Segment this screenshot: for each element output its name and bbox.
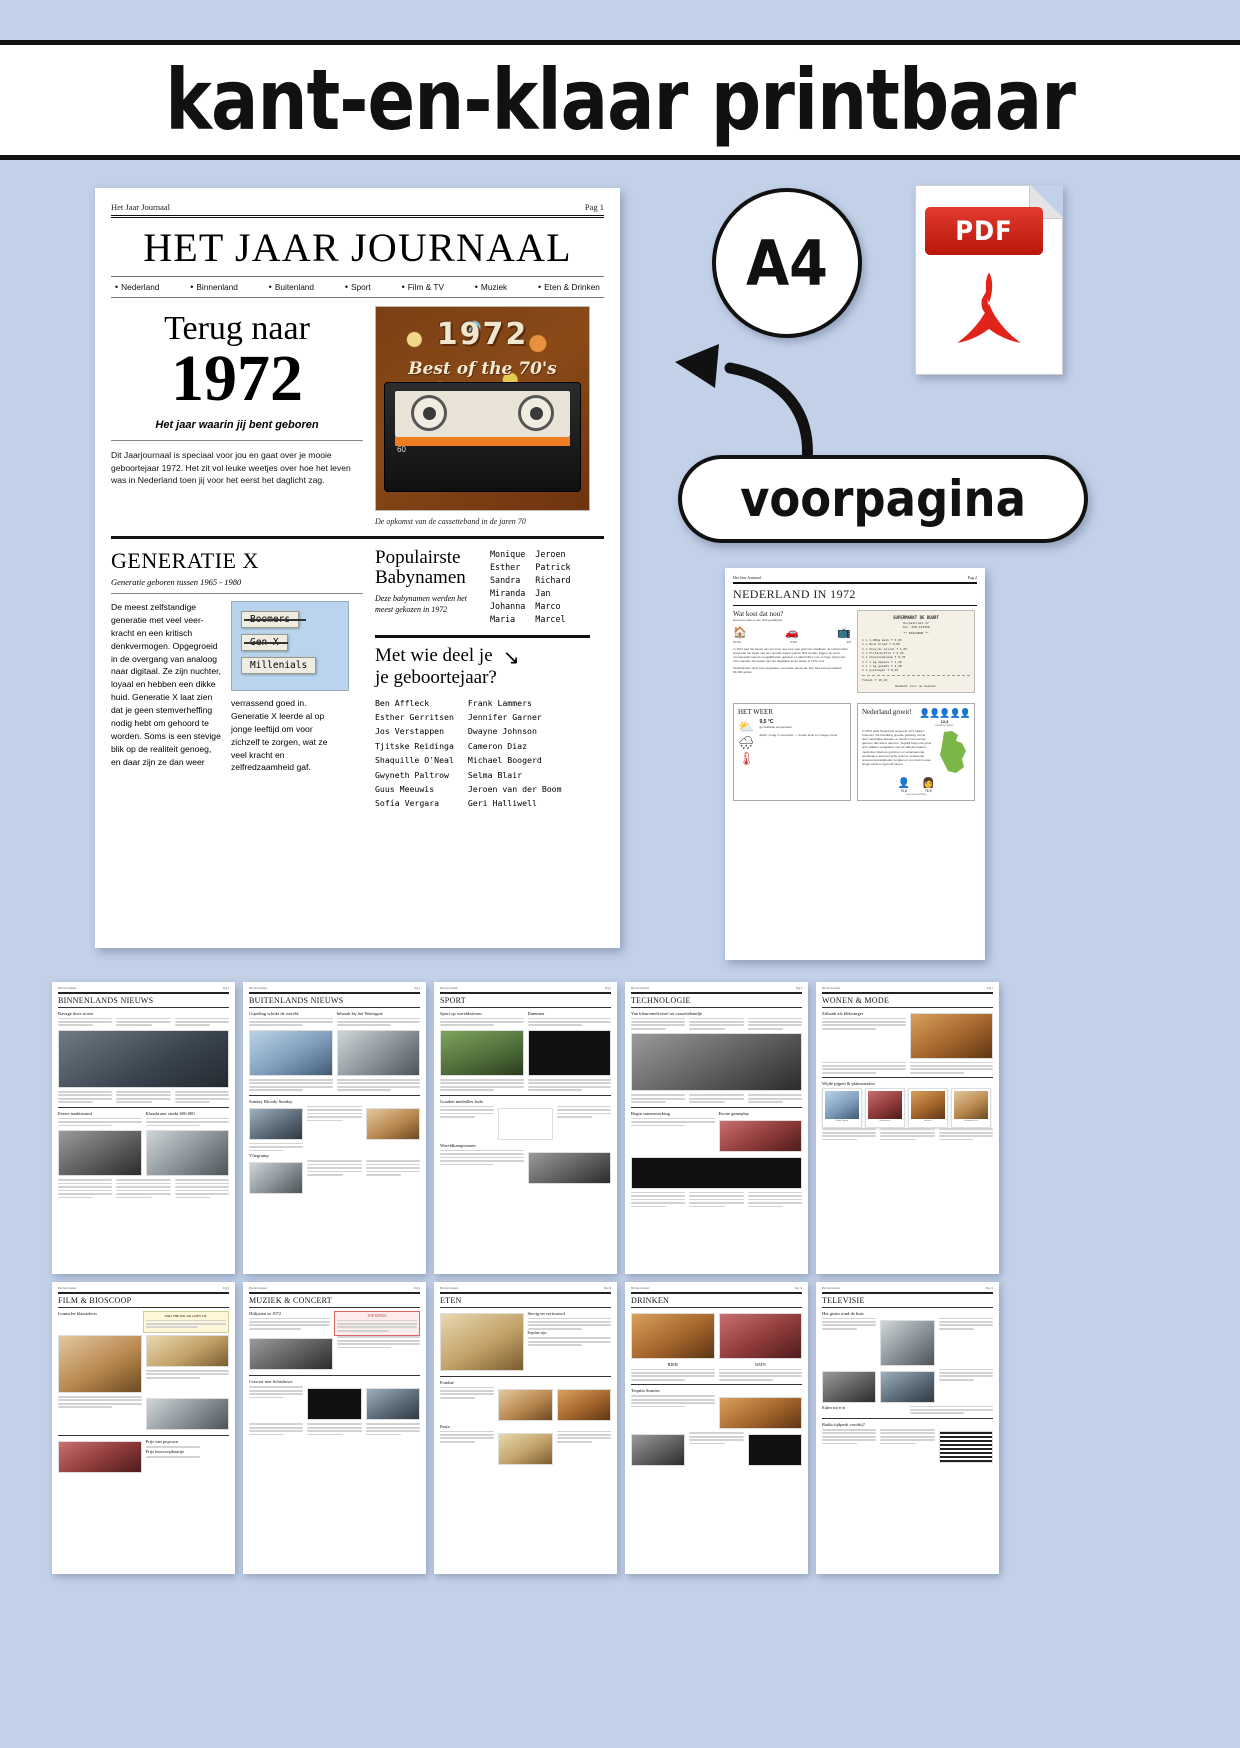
baby-name: Monique [490, 549, 526, 559]
nav-item-sport[interactable]: • Sport [345, 282, 371, 292]
baby-name: Richard [535, 575, 571, 586]
thumbnail-row-2 [52, 1282, 1192, 1574]
baby-name: Jeroen [535, 549, 566, 559]
lead-text-column [111, 306, 363, 526]
thermometer-icon: 🌡 [738, 751, 755, 767]
thumb-headline: Kijken wat er in [822, 1405, 846, 1410]
thumb-title: DRINKEN [631, 1295, 670, 1305]
lead-kicker: Terug naar [164, 310, 310, 347]
celeb-col-2 [468, 696, 562, 811]
thumb-headline: Pasta [440, 1423, 450, 1429]
thumb-title: FILM & BIOSCOOP [58, 1295, 132, 1305]
thumbnail-page-6[interactable] [625, 982, 808, 1274]
pdf-label: PDF [925, 207, 1043, 255]
thumb-headline: Populair zijn: [527, 1331, 547, 1336]
thumb-headline: Eerste naaktstrand [58, 1110, 92, 1116]
thumb-headline: Inbraak bij het Watergate [336, 1010, 383, 1016]
celeb-col-1 [375, 696, 454, 811]
cost-heading: Wat kost dat nou? [733, 610, 784, 618]
celeb-name: Sofía Vergara [375, 798, 440, 809]
front-page-preview[interactable] [95, 188, 620, 948]
generatie-title: GENERATIE X [111, 548, 259, 573]
tv-price: 935 [846, 641, 851, 645]
cassette-side-length: 60 [397, 445, 406, 454]
weather-heading: HET WEER [738, 708, 773, 717]
thumb-headline: Fondue [440, 1379, 454, 1385]
thumb-headline: Gouden medailles Judo [440, 1098, 484, 1104]
receipt-store-name: SUPERMARKT DE BUURT [893, 615, 939, 620]
thumb-page-number: Pag 5 [605, 987, 611, 990]
celeb-name: Jeroen van der Boom [467, 783, 562, 794]
a4-format-badge: A4 [712, 188, 862, 338]
thumb-headline: Concert met lichtshows [249, 1379, 293, 1385]
receipt-item: 1 x Chocoladereep f 0,70 [862, 655, 906, 660]
arrow-down-right-icon: ↘ [502, 647, 520, 670]
generatie-subtitle: Generatie geboren tussen 1965 - 1980 [111, 577, 242, 587]
thumb-headline: Sport op wereldniveau [440, 1010, 482, 1016]
header-rule [111, 215, 604, 218]
page2-title: NEDERLAND IN 1972 [733, 587, 856, 601]
top-banner [0, 40, 1240, 160]
page2-page-number: Pag 2 [968, 575, 977, 580]
thumb-page-number: Pag 8 [223, 1287, 229, 1290]
section-divider [111, 536, 604, 539]
cassette-left-hub-icon [411, 395, 447, 431]
receipt-footer: Bedankt voor uw bezoek! [895, 683, 937, 688]
receipt-item: 1 x postzegel f 0,45 [862, 668, 899, 673]
thumb-running-head: Het Jaar Journaal [440, 987, 459, 990]
page2-running-head: Het Jaar Journaal [733, 575, 761, 580]
thumb-running-head: Het Jaar Journaal [58, 1287, 77, 1290]
sun-cloud-icon: ⛅ [738, 719, 755, 735]
average-temperature: 9,5 °C [759, 719, 774, 726]
strike-boomers [244, 619, 306, 621]
nav-item-film-tv[interactable]: • Film & TV [402, 282, 444, 292]
generatie-x-article [111, 548, 363, 811]
geboortejaar-title-line1: Met wie deel je [375, 645, 493, 667]
cassette-caption: De opkomst van de cassetteband in de jaren 70 [375, 517, 526, 526]
celeb-name: Selma Blair [467, 769, 523, 780]
growth-body: In 1972 telde Nederland ongeveer 13,3 miljoen inwoners. De bevolking groeide gestaag, vooral door natuurlijke aanwas; er werden met mensen geboren dan dat er stierven. Tegelijk begon de groei af te vlakken vergeleken met de babyboomjaren, mede door kleinere gezinnen en veranderende opvattingen. Economische groei en verbeterde levensomstandigheden zorgden er voor dat mensen langer actief en gezond bleven. [862, 729, 932, 766]
thumb-headline: Sunday Bloody Sunday [249, 1098, 293, 1104]
thumbnail-page-12[interactable] [816, 1282, 999, 1574]
generatie-body-col1: De meest zelfstandige generatie met veel veer-kracht en een kritisch denkvermogen. Opgegroeid in de overgang van analoog naar digitaal. Ze zijn nuchter, loyaal en hebben een dikke huid. Generatie X laat zien dat je geen stemverheffing nodig hebt om gehoord te worden. Soms is een stevige blik op de realiteit genoeg, en daar zijn ze dan weer [111, 602, 221, 767]
wat-kost-dat-nou-article [733, 610, 851, 693]
thumb-headline: Gijzeling schokt de wereld [249, 1010, 299, 1016]
cost-icons [733, 626, 851, 639]
male-figure-icon: 👤 [897, 778, 910, 790]
thumb-headline: Iconische klassiekers [58, 1310, 97, 1316]
celeb-name: Geri Halliwell [467, 798, 537, 809]
receipt-item: 1 x 8sn1 brood f 0,80 [862, 642, 900, 647]
house-icon: 🏠 [733, 627, 747, 640]
baby-name: Johanna [490, 601, 526, 612]
generations-image [231, 601, 349, 691]
thumb-headline: TOP SONGS [367, 1313, 387, 1318]
section-nav [111, 277, 604, 297]
thumb-page-number: Pag 10 [603, 1287, 611, 1290]
lead-year: 1972 [171, 342, 303, 415]
receipt-header: ** KASSABON ** [903, 631, 929, 636]
thumb-running-head: Het Jaar Journaal [631, 987, 650, 990]
thumb-headline: Radio tijdperk voorbij? [822, 1421, 865, 1427]
page2-running-header [733, 575, 977, 580]
thumb-running-head: Het Jaar Journaal [631, 1287, 650, 1290]
baby-name: Jan [535, 588, 551, 599]
thumb-running-head: Het Jaar Journaal [58, 987, 77, 990]
thumbnail-page-9[interactable] [243, 1282, 426, 1574]
population-people-icon: 👤👤👤👤👤 [918, 708, 970, 719]
baby-name: Marcel [535, 614, 566, 625]
thumb-rule [58, 992, 229, 994]
nav-item-binnenland[interactable]: • Binnenland [190, 282, 238, 292]
thumb-page-number: Pag 12 [985, 1287, 993, 1290]
cost-body-2: Nederlanders opzij snel vergeleken met latere decennia. Een huis kost gemiddeld 90.000 gulden [733, 666, 842, 675]
thumb-headline: WIJN [754, 1361, 766, 1367]
cassette-shell [384, 382, 581, 492]
receipt-phone: Tel: 030-123456 [902, 625, 930, 630]
car-icon: 🚗 [785, 627, 799, 640]
thumb-headline: Wijde pijpen & plateauzolen [822, 1081, 875, 1087]
cassette-right-hub-icon [518, 395, 554, 431]
receipt-item: 1 x 1 kg gehakt f 2,30 [862, 663, 902, 668]
celeb-name: Dwayne Johnson [467, 726, 537, 737]
growth-box [857, 703, 975, 801]
masthead: HET JAAR JOURNAAL [143, 225, 572, 270]
growth-heading: Nederland groeit! [862, 708, 912, 717]
thumb-headline: Wereldkampioenen [440, 1142, 476, 1148]
page-number: Pag 1 [584, 202, 604, 212]
life-expectancy-male: 70,8 [900, 789, 908, 794]
nav-item-eten-drinken[interactable]: • Eten & Drinken [538, 282, 600, 292]
receipt-total: Totaal f 10,10 [862, 677, 888, 682]
thumb-title: TELEVISIE [822, 1295, 865, 1305]
thumb-title: MUZIEK & CONCERT [249, 1295, 332, 1305]
nav-item-muziek[interactable]: • Muziek [475, 282, 507, 292]
thumb-headline: Ravage door storm [58, 1010, 93, 1016]
thumb-headline: Klaaskrater steekt 600.000 [145, 1110, 195, 1116]
geboortejaar-lists [375, 696, 590, 811]
thumb-headline: Stevig en vertrouwd [527, 1310, 565, 1316]
strike-genx [244, 642, 288, 644]
lead-story [111, 306, 604, 526]
thumb-title: BINNENLANDS NIEUWS [58, 995, 154, 1005]
lead-divider [111, 440, 363, 441]
receipt-item: 1 x Filterkoffie f 2,45 [862, 650, 904, 655]
celeb-name: Jennifer Garner [467, 712, 542, 723]
celeb-name: Cameron Diaz [467, 740, 528, 751]
population-value: 13,3 [940, 719, 949, 725]
cassette-illustration [375, 306, 590, 511]
nav-item-nederland[interactable]: • Nederland [115, 282, 159, 292]
kassabon-receipt [857, 610, 975, 693]
geboortejaar-divider [375, 635, 590, 638]
thumb-headline: Zitbank als blikvanger [822, 1010, 864, 1016]
right-column [375, 548, 590, 811]
voorpagina-callout: voorpagina [678, 455, 1088, 543]
celeb-name: Guus Meeuwis [375, 783, 435, 794]
cost-values [733, 641, 851, 644]
life-expectancy-label: Levensverwachting [905, 793, 927, 797]
baby-name: Marco [535, 601, 561, 612]
lower-columns [111, 548, 604, 811]
generatie-body-col2: verrassend goed in. Generatie X leerde al op jonge leeftijd om voor zichzelf te zorgen, wat ze veel kracht en zelfredzaamheid gaf. [231, 698, 328, 773]
page2-title-rule [733, 605, 977, 606]
generation-label-millenials: Millenials [241, 657, 316, 674]
thumbnail-page-10[interactable] [434, 1282, 617, 1574]
baby-name: Esther [490, 562, 521, 573]
baby-name: Miranda [490, 588, 526, 599]
house-price: 90.000 [733, 641, 741, 645]
temperature-label: gemiddelde temperatuur [759, 725, 793, 730]
rain-icon: 🌧 [738, 735, 755, 751]
running-head-text: Het Jaar Journaal [111, 202, 171, 212]
generatie-rule [111, 593, 363, 594]
receipt-item: 1 x 1 kg appels f 1,30 [862, 659, 902, 664]
receipt-address: Dorpsstraat 17 [903, 620, 929, 625]
thumb-running-head: Het Jaar Journaal [822, 987, 841, 990]
thumb-page-number: Pag 4 [414, 987, 420, 990]
acrobat-a-icon [945, 267, 1033, 359]
thumbnail-page-4[interactable] [243, 982, 426, 1274]
thumb-title: BUITENLANDS NIEUWS [249, 995, 344, 1005]
page-thumbnail-grid [52, 982, 1192, 1582]
lead-image-column [375, 306, 590, 526]
banner-title: kant-en-klaar printbaar [165, 51, 1075, 149]
babynamen-article [375, 548, 590, 626]
thumb-headline: BIER [667, 1361, 678, 1367]
thumb-title: ETEN [440, 1295, 462, 1305]
babynamen-subtitle: Deze babynamen werden het meest gekozen in 1972 [375, 593, 467, 615]
nav-item-buitenland[interactable]: • Buitenland [269, 282, 314, 292]
thumb-headline: Prijs bioscoopkaartje [145, 1449, 185, 1455]
baby-name: Maria [490, 614, 516, 625]
babynamen-col-boys [535, 548, 570, 626]
celeb-name: Shaquille O'Neal [375, 755, 454, 766]
netherlands-map-icon [936, 729, 970, 775]
thumb-headline: Prijs van popcorn [145, 1438, 178, 1444]
thumb-headline: AND THE OSCAR GOES TO: [164, 1313, 208, 1318]
receipt-item: 1 x 3ons,5n zuivel f 1,65 [862, 646, 908, 651]
celeb-name: Michael Boogerd [467, 755, 542, 766]
thumbnail-page-7[interactable]: Het Jaar Journaal Pag 7 WONEN & MODE Zitbank als blikvanger Wijde pijpen & plateauzolen Wijde Pijpen Flaremouw Accent Gehaakt Vest [816, 982, 999, 1274]
babynamen-lists [490, 548, 571, 626]
thumb-headline: Vliegramp [249, 1153, 269, 1159]
receipt-item: 1 x 1,00kg melk f 0,95 [862, 637, 902, 642]
thumb-page-number: Pag 3 [223, 987, 229, 990]
cost-body: In 1972 was het kopen van een huis nog voor veel gezinnen haalbaar; de huizenmarkt stond aan het begin van een periode waarin prijzen flink zouden stijgen. Er werd voornamelijk naar de mogelijkheden gekeken en tijdschriften met nu hoge prijzen die men wandelt. De kosten van het dagelijkse leven waren in 1972 voor [733, 647, 848, 664]
cassette-subtitle: Best of the 70's [408, 359, 557, 379]
thumbnail-page-5[interactable] [434, 982, 617, 1274]
thumb-headline: Hitlijsten in 1972 [249, 1310, 282, 1316]
baby-name: Sandra [490, 575, 521, 586]
babynamen-col-girls [490, 548, 525, 626]
car-price: 8.500 [790, 641, 798, 645]
cassette-orange-band [395, 437, 570, 446]
thumbnail-page-8[interactable] [52, 1282, 235, 1574]
weather-notes: Zacht, vroeg in november — Koude lente en vroege zomer [759, 733, 838, 738]
page2-preview[interactable] [725, 568, 985, 960]
life-expectancy-female: 76,5 [924, 789, 932, 794]
thumbnail-page-3[interactable] [52, 982, 235, 1274]
page-running-header [111, 202, 604, 212]
nav-rule [111, 297, 604, 298]
thumb-running-head: Het Jaar Journaal [249, 987, 268, 990]
tv-icon: 📺 [837, 627, 851, 640]
thumb-headline: Begin samenwerking [631, 1110, 670, 1116]
thumb-headline: Van kleurentelevisie tot cassettebandje [631, 1010, 703, 1016]
cassette-year-label: 1972 [436, 317, 529, 352]
celeb-name: Ben Affleck [375, 697, 430, 708]
population-label: bevolking miljoen [935, 724, 954, 728]
celeb-name: Esther Gerritsen [375, 712, 454, 723]
thumb-running-head: Het Jaar Journaal [440, 1287, 459, 1290]
thumb-headline: Tequila Sunrise [631, 1388, 660, 1394]
thumb-title: SPORT [440, 995, 466, 1005]
babynamen-title: Populairste Babynamen [375, 547, 466, 588]
celeb-name: Gwyneth Paltrow [375, 769, 449, 780]
thumb-page-number: Pag 9 [414, 1287, 420, 1290]
baby-name: Patrick [535, 562, 571, 573]
female-figure-icon: 👩 [922, 778, 935, 790]
thumb-running-head: Het Jaar Journaal [249, 1287, 268, 1290]
thumbnail-page-11[interactable] [625, 1282, 808, 1574]
thumb-page-number: Pag 6 [796, 987, 802, 990]
lead-subhead: Het jaar waarin jij bent geboren [155, 418, 319, 431]
page2-header-rule [733, 582, 977, 584]
weather-box [733, 703, 851, 801]
receipt-divider [862, 675, 970, 676]
pdf-file-icon [915, 185, 1063, 375]
thumb-title: WONEN & MODE [822, 995, 890, 1005]
thumb-title-rule [58, 1007, 229, 1008]
geboortejaar-title-line2: je geboortejaar? [375, 666, 497, 688]
thumb-headline: Eerste gameplay [718, 1110, 749, 1116]
thumbnail-row-1 [52, 982, 1192, 1274]
celeb-name: Frank Lammers [467, 697, 532, 708]
thumb-running-head: Het Jaar Journaal [822, 1287, 841, 1290]
thumb-page-number: Pag 7 [987, 987, 993, 990]
thumb-page-number: Pag 11 [794, 1287, 802, 1290]
lead-body: Dit Jaarjournaal is speciaal voor jou en gaat over je mooie geboortejaar 1972. Het zit vol leuke weetjes over hoe het leven was in Nederland toen jij voor het eerst het daglicht zag. [111, 449, 351, 486]
thumb-photo [58, 1030, 229, 1088]
cost-subheading: Het leven was er een stuk goedkoper [733, 618, 783, 622]
celeb-name: Jos Verstappen [375, 726, 445, 737]
celeb-name: Tjitske Reidinga [375, 740, 454, 751]
thumb-title: TECHNOLOGIE [631, 995, 691, 1005]
thumb-headline: Dammen [527, 1010, 545, 1016]
thumb-headline: Het gezin rond de buis [822, 1310, 864, 1316]
